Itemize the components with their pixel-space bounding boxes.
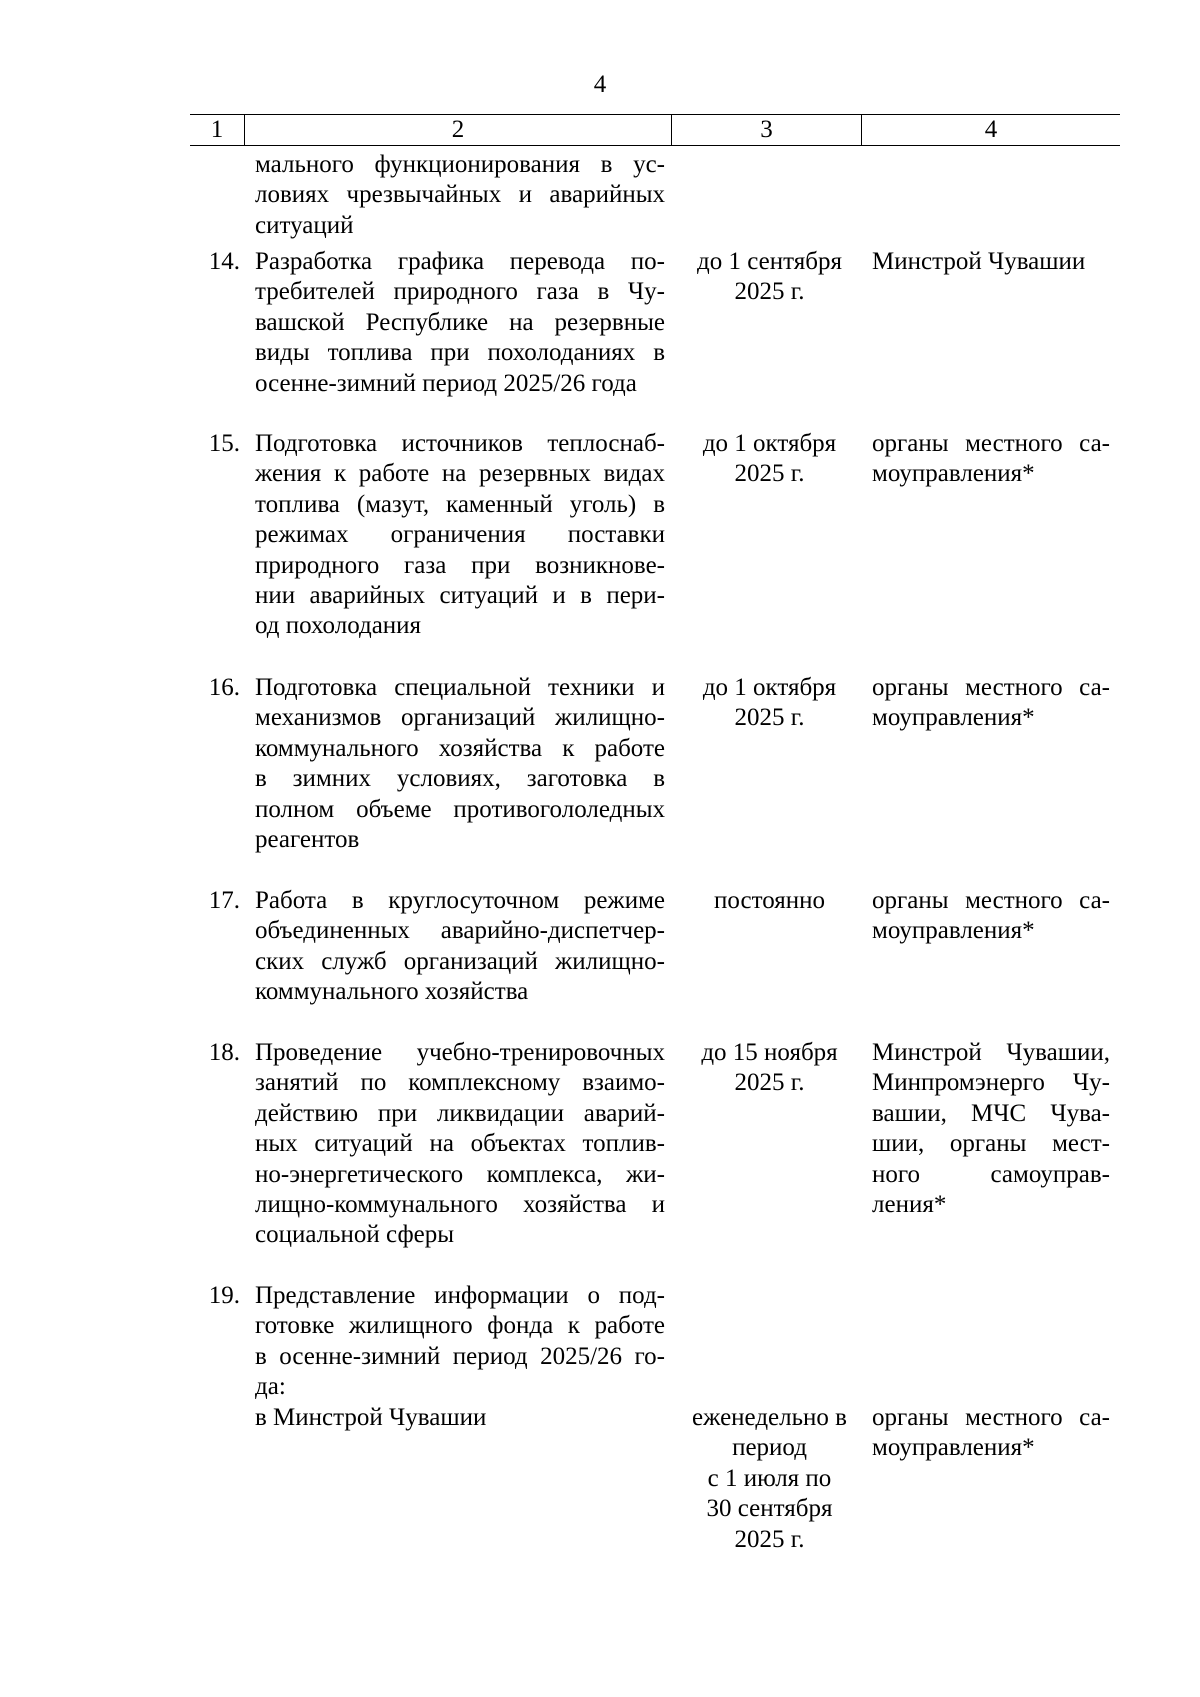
deadline-line: 2025 г. <box>734 460 805 488</box>
header-col-1: 1 <box>190 115 245 145</box>
header-col-3: 3 <box>672 115 862 145</box>
responsible-line: органы местного са- <box>872 674 1110 701</box>
page-number: 4 <box>593 71 607 98</box>
deadline-line: 2025 г. <box>734 1069 805 1097</box>
text-line: в Минстрой Чувашии <box>255 1404 487 1431</box>
text-line: виды топлива при похолоданиях в <box>255 339 665 367</box>
text-line: занятий по комплексному взаимо- <box>255 1069 665 1097</box>
text-line: полном объеме противогололедных <box>255 795 665 823</box>
deadline-line: с 1 июля по <box>707 1464 832 1492</box>
row-number: 19. <box>208 1282 240 1309</box>
responsible <box>872 886 1110 947</box>
task-text <box>255 886 665 1008</box>
task-text <box>255 1038 665 1251</box>
text-line: социальной сферы <box>255 1221 455 1249</box>
responsible-line: Минстрой Чувашии <box>872 248 1086 275</box>
text-line: лищно-коммунального хозяйства и <box>255 1191 665 1219</box>
text-line: в осенне-зимний период 2025/26 го- <box>255 1342 665 1370</box>
deadline-line: до 1 октября <box>702 430 837 457</box>
responsible-line: Минпромэнерго Чу- <box>872 1069 1110 1097</box>
responsible-line: вашии, МЧС Чува- <box>872 1099 1110 1127</box>
text-line: Представление информации о под- <box>255 1282 665 1309</box>
task-text <box>255 1403 665 1433</box>
text-line: готовке жилищного фонда к работе <box>255 1312 665 1340</box>
deadline-line: 2025 г. <box>734 278 805 306</box>
text-line: ситуаций <box>255 211 354 239</box>
text-line: Подготовка специальной техники и <box>255 674 665 701</box>
table-header <box>190 114 1120 146</box>
text-line: топлива (мазут, каменный уголь) в <box>255 490 665 518</box>
text-line: но-энергетического комплекса, жи- <box>255 1160 665 1188</box>
text-line: нии аварийных ситуаций и в пери- <box>255 582 665 610</box>
deadline <box>677 673 862 734</box>
text-line: од похолодания <box>255 612 422 640</box>
row-number: 18. <box>208 1039 240 1066</box>
text-line: объединенных аварийно-диспетчер- <box>255 917 665 945</box>
text-line: требителей природного газа в Чу- <box>255 278 665 306</box>
responsible <box>872 429 1110 490</box>
task-text <box>255 429 665 642</box>
row-number: 17. <box>208 887 240 914</box>
text-line: да: <box>255 1373 286 1401</box>
deadline <box>677 1403 862 1555</box>
deadline-line: до 15 ноября <box>701 1039 838 1066</box>
deadline-line: 2025 г. <box>734 704 805 732</box>
responsible-line: органы местного са- <box>872 430 1110 457</box>
deadline-line: до 1 октября <box>702 674 837 701</box>
responsible-line: Минстрой Чувашии, <box>872 1039 1110 1066</box>
deadline <box>677 1038 862 1099</box>
text-line: в зимних условиях, заготовка в <box>255 765 665 793</box>
responsible-line: моуправления* <box>872 1434 1035 1462</box>
row-number: 14. <box>208 248 240 275</box>
responsible <box>872 1403 1110 1464</box>
text-line: механизмов организаций жилищно- <box>255 704 665 732</box>
text-line: коммунального хозяйства <box>255 978 529 1006</box>
text-line: ловиях чрезвычайных и аварийных <box>255 181 665 209</box>
responsible-line: моуправления* <box>872 704 1035 732</box>
row-number: 15. <box>208 430 240 457</box>
row-number: 16. <box>208 674 240 701</box>
text-line: осенне-зимний период 2025/26 года <box>255 369 637 397</box>
deadline <box>677 429 862 490</box>
responsible-line: ления* <box>872 1191 947 1219</box>
responsible-line: органы местного са- <box>872 1404 1110 1431</box>
responsible-line: шии, органы мест- <box>872 1130 1110 1158</box>
deadline-line: постоянно <box>714 887 825 914</box>
task-text <box>255 673 665 855</box>
header-col-2: 2 <box>245 115 672 145</box>
responsible <box>872 247 1110 277</box>
task-text <box>255 247 665 399</box>
deadline <box>677 247 862 308</box>
text-line: мального функционирования в ус- <box>255 151 665 178</box>
text-line: действию при ликвидации аварий- <box>255 1099 665 1127</box>
task-text <box>255 1281 665 1403</box>
responsible <box>872 1038 1110 1220</box>
responsible-line: органы местного са- <box>872 887 1110 914</box>
text-line: Проведение учебно-тренировочных <box>255 1039 665 1066</box>
text-line: жения к работе на резервных видах <box>255 460 665 488</box>
header-col-4: 4 <box>984 116 998 143</box>
text-line: ских служб организаций жилищно- <box>255 947 665 975</box>
text-line: Работа в круглосуточном режиме <box>255 887 665 914</box>
text-line: вашской Республике на резервные <box>255 308 665 336</box>
responsible <box>872 673 1110 734</box>
text-line: ных ситуаций на объектах топлив- <box>255 1130 665 1158</box>
deadline-line: 30 сентября <box>706 1495 833 1523</box>
text-line: Подготовка источников теплоснаб- <box>255 430 665 457</box>
responsible-line: моуправления* <box>872 917 1035 945</box>
text-line: Разработка графика перевода по- <box>255 248 665 275</box>
deadline <box>677 886 862 916</box>
task-text <box>255 150 665 241</box>
text-line: реагентов <box>255 826 360 854</box>
text-line: режимах ограничения поставки <box>255 521 665 549</box>
responsible-line: ного самоуправ- <box>872 1160 1110 1188</box>
text-line: природного газа при возникнове- <box>255 551 665 579</box>
text-line: коммунального хозяйства к работе <box>255 734 665 762</box>
deadline-line: до 1 сентября <box>697 248 842 275</box>
deadline-line: период <box>732 1434 807 1462</box>
responsible-line: моуправления* <box>872 460 1035 488</box>
deadline-line: еженедельно в <box>692 1404 847 1431</box>
deadline-line: 2025 г. <box>734 1525 805 1553</box>
